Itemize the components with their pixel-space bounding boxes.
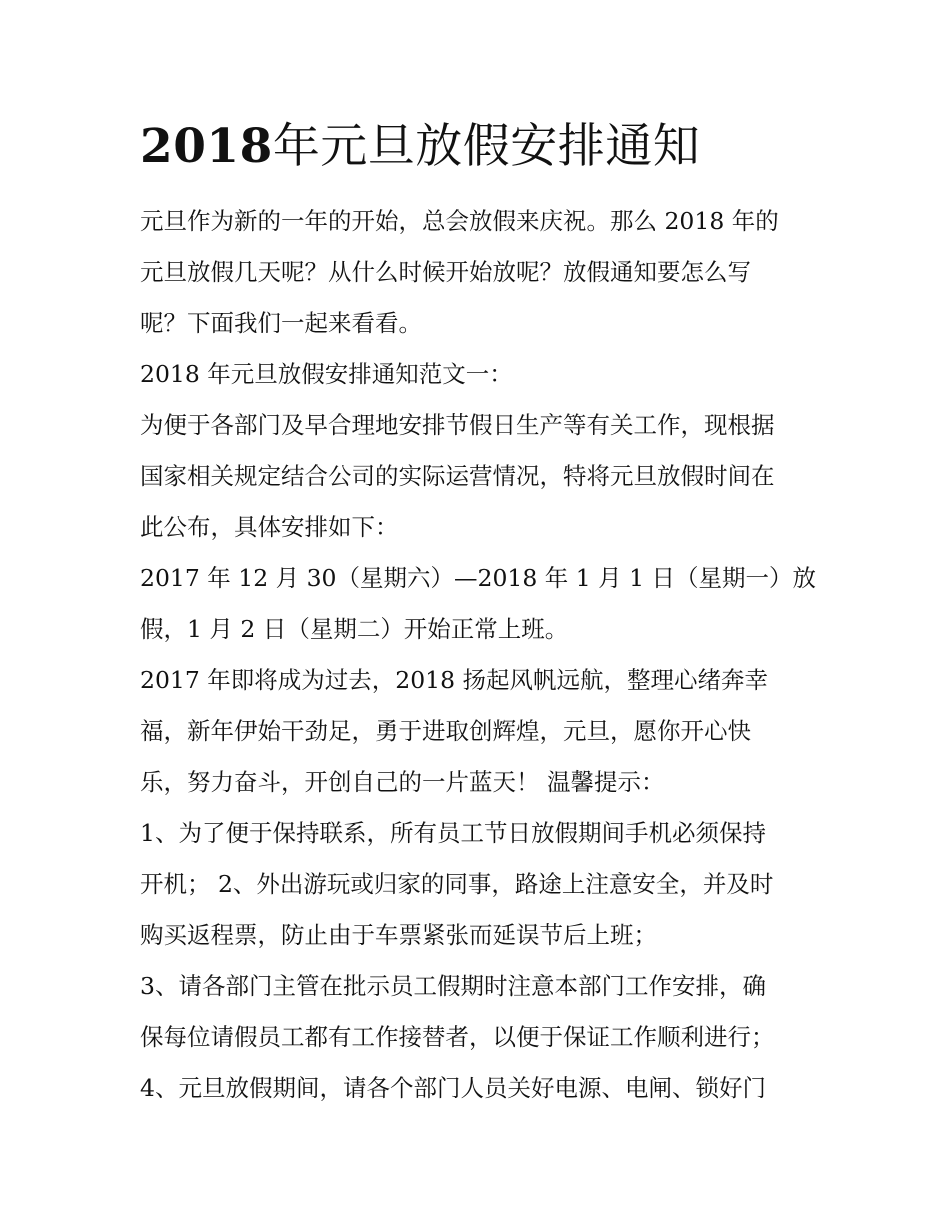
- text-line: 购买返程票，防止由于车票紧张而延误节后上班；: [140, 921, 657, 949]
- text-line: 元旦放假几天呢？从什么时候开始放呢？放假通知要怎么写: [140, 258, 751, 286]
- document-title: [140, 112, 700, 182]
- text-line: 1、为了便于保持联系，所有员工节日放假期间手机必须保持: [140, 819, 766, 847]
- text-line: 开机； 2、外出游玩或归家的同事，路途上注意安全，并及时: [140, 870, 774, 898]
- text-line: 假，1 月 2 日（星期二）开始正常上班。: [140, 615, 569, 643]
- text-line: 2017 年即将成为过去，2018 扬起风帆远航，整理心绪奔幸: [140, 666, 769, 694]
- text-line: 3、请各部门主管在批示员工假期时注意本部门工作安排，确: [140, 972, 766, 1000]
- text-line: 2017 年 12 月 30（星期六）—2018 年 1 月 1 日（星期一）放: [140, 564, 817, 592]
- text-line: 国家相关规定结合公司的实际运营情况，特将元旦放假时间在: [140, 462, 775, 490]
- text-line: 保每位请假员工都有工作接替者，以便于保证工作顺利进行；: [140, 1023, 775, 1051]
- document-body: [140, 196, 830, 1114]
- text-line: 为便于各部门及早合理地安排节假日生产等有关工作，现根据: [140, 411, 775, 439]
- text-line: 福，新年伊始干劲足，勇于进取创辉煌，元旦，愿你开心快: [140, 717, 751, 745]
- title-text: 年元旦放假安排通知: [272, 119, 701, 174]
- title-year: 2018: [140, 119, 273, 174]
- text-line: 乐，努力奋斗，开创自己的一片蓝天！ 温馨提示：: [140, 768, 665, 796]
- text-line: 4、元旦放假期间，请各个部门人员关好电源、电闸、锁好门: [140, 1074, 766, 1102]
- text-line: 2018 年元旦放假安排通知范文一：: [140, 360, 513, 388]
- text-line: 元旦作为新的一年的开始，总会放假来庆祝。那么 2018 年的: [140, 207, 779, 235]
- text-line: 呢？下面我们一起来看看。: [140, 309, 422, 337]
- text-line: 此公布，具体安排如下：: [140, 513, 399, 541]
